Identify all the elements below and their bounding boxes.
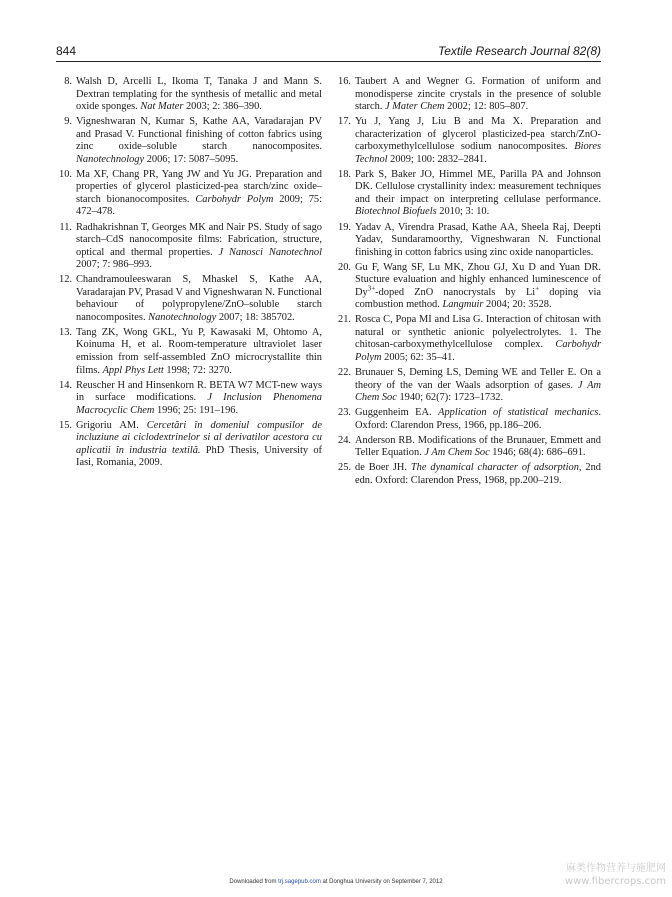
reference-source: Langmuir xyxy=(442,299,484,311)
reference-fragment: de Boer JH. xyxy=(355,462,411,474)
reference-fragment: Grigoriu AM. xyxy=(76,419,147,431)
reference-item xyxy=(56,380,322,418)
reference-source: Carbohydr Polym xyxy=(195,193,274,205)
reference-source: The dynamical character of adsorption xyxy=(410,462,579,474)
references-left-column xyxy=(56,76,322,472)
reference-text xyxy=(355,407,601,432)
reference-number: 13. xyxy=(59,326,72,338)
reference-number: 18. xyxy=(338,168,351,180)
reference-fragment: , 2nd edn. Oxford: Clarendon Press, 1968, pp.200–219. xyxy=(355,462,601,486)
reference-source: Biotechnol Biofuels xyxy=(355,206,437,218)
reference-source: Nanotechnology xyxy=(148,311,217,323)
reference-fragment: 2002; 12: 805–807. xyxy=(444,101,529,113)
reference-fragment: Ma XF, Chang PR, Yang JW and Yu JG. Preparation and properties of glycerol plasticized-pea starch/zinc oxide–starch bionanocomposites. xyxy=(76,168,322,205)
reference-text xyxy=(355,222,601,260)
reference-text xyxy=(76,327,322,377)
reference-fragment: Yadav A, Virendra Prasad, Kathe AA, Sheela Raj, Deepti Yadav, Sundaramoorthy, Vigneshwaran N. Functional finishing in cotton fabrics using zinc oxide nanoparticles. xyxy=(355,221,601,258)
reference-number: 22. xyxy=(338,367,351,379)
watermark xyxy=(565,862,666,888)
reference-text xyxy=(76,116,322,166)
reference-item xyxy=(335,76,601,114)
reference-fragment: 1946; 68(4): 686–691. xyxy=(489,447,586,459)
reference-number: 17. xyxy=(338,116,351,128)
reference-fragment: 1940; 62(7): 1723–1732. xyxy=(396,392,504,404)
reference-fragment: Chandramouleeswaran S, Mhaskel S, Kathe AA, Varadarajan PV, Prasad V and Vigneshwaran N. Functional behaviour of polypropylene/ZnO–soluble starch nanocomposites. xyxy=(76,274,322,323)
reference-superscript: + xyxy=(535,284,540,293)
reference-fragment: Tang ZK, Wong GKL, Yu P, Kawasaki M, Ohtomo A, Koinuma H, et al. Room-temperature ultraviolet laser emission from self-assembled ZnO microcrystallite thin films. xyxy=(76,326,322,376)
reference-item xyxy=(56,420,322,470)
reference-text xyxy=(76,222,322,272)
reference-text xyxy=(355,262,601,312)
reference-number: 16. xyxy=(338,76,351,87)
reference-fragment: Anderson RB. Modifications of the Brunauer, Emmett and Teller Equation. xyxy=(355,434,601,459)
footer-link[interactable]: trj.sagepub.com xyxy=(278,879,321,885)
reference-number: 12. xyxy=(59,274,72,286)
references-right-column xyxy=(335,76,601,490)
footer-prefix: Downloaded from xyxy=(229,879,279,885)
reference-source: J Am Chem Soc xyxy=(355,379,602,404)
reference-fragment: 2006; 17: 5087–5095. xyxy=(144,153,239,165)
reference-text xyxy=(76,169,322,219)
reference-fragment: Rosca C, Popa MI and Lisa G. Interaction of chitosan with natural or synthetic anionic polyelectrolytes. 1. The chitosan-carboxymethylcellulose complex. xyxy=(355,314,601,351)
reference-fragment: 2003; 2: 386–390. xyxy=(183,101,262,113)
header-rule xyxy=(56,61,601,62)
reference-source: Biores Technol xyxy=(355,141,601,165)
reference-item xyxy=(335,169,601,219)
reference-fragment: Guggenheim EA. xyxy=(355,407,439,419)
reference-fragment: Vigneshwaran N, Kumar S, Kathe AA, Varadarajan PV and Prasad V. Functional finishing of cotton fabrics using zinc oxide–soluble starch nanocomposites. xyxy=(76,116,322,153)
reference-fragment: 2005; 62: 35–41. xyxy=(381,351,455,363)
reference-source: Application of statistical mechanics xyxy=(438,407,599,419)
reference-fragment: 2007; 18: 385702. xyxy=(216,311,295,323)
reference-number: 15. xyxy=(59,419,72,431)
reference-item xyxy=(56,327,322,377)
reference-item xyxy=(335,367,601,405)
reference-text xyxy=(355,314,601,364)
reference-fragment: 2004; 20: 3528. xyxy=(483,299,552,311)
journal-title: Textile Research Journal 82(8) xyxy=(438,44,601,58)
reference-item xyxy=(335,262,601,312)
reference-number: 14. xyxy=(59,379,72,391)
reference-text xyxy=(76,420,322,470)
reference-fragment: 2009; 100: 2832–2841. xyxy=(387,153,487,165)
reference-source: J Inclusion Phenomena Macrocyclic Chem xyxy=(76,392,323,416)
reference-fragment: Park S, Baker JO, Himmel ME, Parilla PA and Johnson DK. Cellulose crystallinity index: measurement techniques and their impact on interpreting cellulase performance. xyxy=(355,168,601,205)
reference-number: 9. xyxy=(64,116,72,128)
reference-item xyxy=(56,274,322,324)
reference-fragment: Gu F, Wang SF, Lu MK, Zhou GJ, Xu D and Yuan DR. Stucture evaluation and highly enhanced luminescence of Dy xyxy=(355,261,601,298)
reference-number: 11. xyxy=(59,221,72,233)
reference-fragment: . Oxford: Clarendon Press, 1966, pp.186–206. xyxy=(355,407,601,431)
reference-source: J Am Chem Soc xyxy=(424,447,490,459)
reference-number: 25. xyxy=(338,462,351,474)
reference-fragment: Brunauer S, Deming LS, Deming WE and Teller E. On a theory of the van der Waals adsorption of gases. xyxy=(355,367,601,391)
reference-fragment: 2010; 3: 10. xyxy=(436,206,490,218)
reference-fragment: Radhakrishnan T, Georges MK and Nair PS. Study of sago starch–CdS nanocomposite films: Fabrication, structure, optical and thermal properties. xyxy=(76,221,322,258)
reference-item xyxy=(56,116,322,166)
reference-number: 8. xyxy=(64,76,72,87)
reference-number: 21. xyxy=(338,314,351,326)
reference-item xyxy=(335,407,601,432)
reference-item xyxy=(56,169,322,219)
footer-suffix: at Donghua University on September 7, 2012 xyxy=(320,879,443,885)
reference-source: Nanotechnology xyxy=(76,153,145,165)
reference-item xyxy=(335,462,601,487)
reference-source: J Mater Chem xyxy=(385,101,445,113)
reference-item xyxy=(335,435,601,460)
reference-number: 23. xyxy=(338,407,351,419)
reference-source: Nat Mater xyxy=(140,101,184,113)
page-number: 844 xyxy=(56,44,77,58)
reference-number: 10. xyxy=(59,168,72,180)
reference-fragment: Yu J, Yang J, Liu B and Ma X. Preparation and characterization of glycerol plasticized-pea starch/ZnO-carboxymethylcellulose sodium nanocomposites. xyxy=(355,116,601,153)
reference-fragment: 2009; 75: 472–478. xyxy=(76,193,322,218)
reference-source: Carbohydr Polym xyxy=(355,339,601,363)
reference-text xyxy=(355,169,601,219)
reference-superscript: 3+ xyxy=(367,284,376,293)
reference-fragment: 1996; 25: 191–196. xyxy=(154,404,239,416)
reference-fragment: 1998; 72: 3270. xyxy=(163,364,232,376)
reference-text xyxy=(355,462,601,487)
reference-text xyxy=(76,380,322,418)
reference-fragment: -doped ZnO nanocrystals by Li xyxy=(375,286,536,298)
reference-fragment: Walsh D, Arcelli L, Ikoma T, Tanaka J and Mann S. Dextran templating for the synthesis of metallic and metal oxide sponges. xyxy=(76,76,322,113)
reference-fragment: 2007; 7: 986–993. xyxy=(76,259,152,271)
reference-item xyxy=(335,222,601,260)
reference-text xyxy=(355,367,601,405)
reference-text xyxy=(76,274,322,324)
reference-item xyxy=(335,116,601,166)
reference-fragment: doping via combustion method. xyxy=(355,286,601,311)
reference-fragment: PhD Thesis, University of Iasi, Romania, 2009. xyxy=(76,444,322,469)
reference-source: Appl Phys Lett xyxy=(102,364,164,376)
reference-text xyxy=(355,116,601,166)
reference-source: J Nanosci Nanotechnol xyxy=(218,246,322,258)
reference-number: 20. xyxy=(338,261,351,273)
reference-number: 19. xyxy=(338,221,351,233)
watermark-line-url: www.fibercrops.com xyxy=(564,876,666,887)
reference-source: Cercetări în domeniul compusilor de incluziune ai ciclodextrinelor si al derivatilor acestora cu aplicatii în industria textilă. xyxy=(76,419,322,456)
reference-text xyxy=(76,76,322,114)
reference-item xyxy=(56,222,322,272)
reference-text xyxy=(355,435,601,460)
reference-item xyxy=(56,76,322,114)
reference-fragment: Reuscher H and Hinsenkorn R. BETA W7 MCT-new ways in surface modifications. xyxy=(76,379,322,404)
reference-fragment: Taubert A and Wegner G. Formation of uniform and monodisperse zincite crystals in the presence of soluble starch. xyxy=(355,76,601,113)
reference-text xyxy=(355,76,601,114)
watermark-line-cn: 麻类作物营养与施肥网 xyxy=(566,863,666,874)
reference-item xyxy=(335,314,601,364)
page-header xyxy=(56,40,601,58)
reference-number: 24. xyxy=(338,434,351,446)
